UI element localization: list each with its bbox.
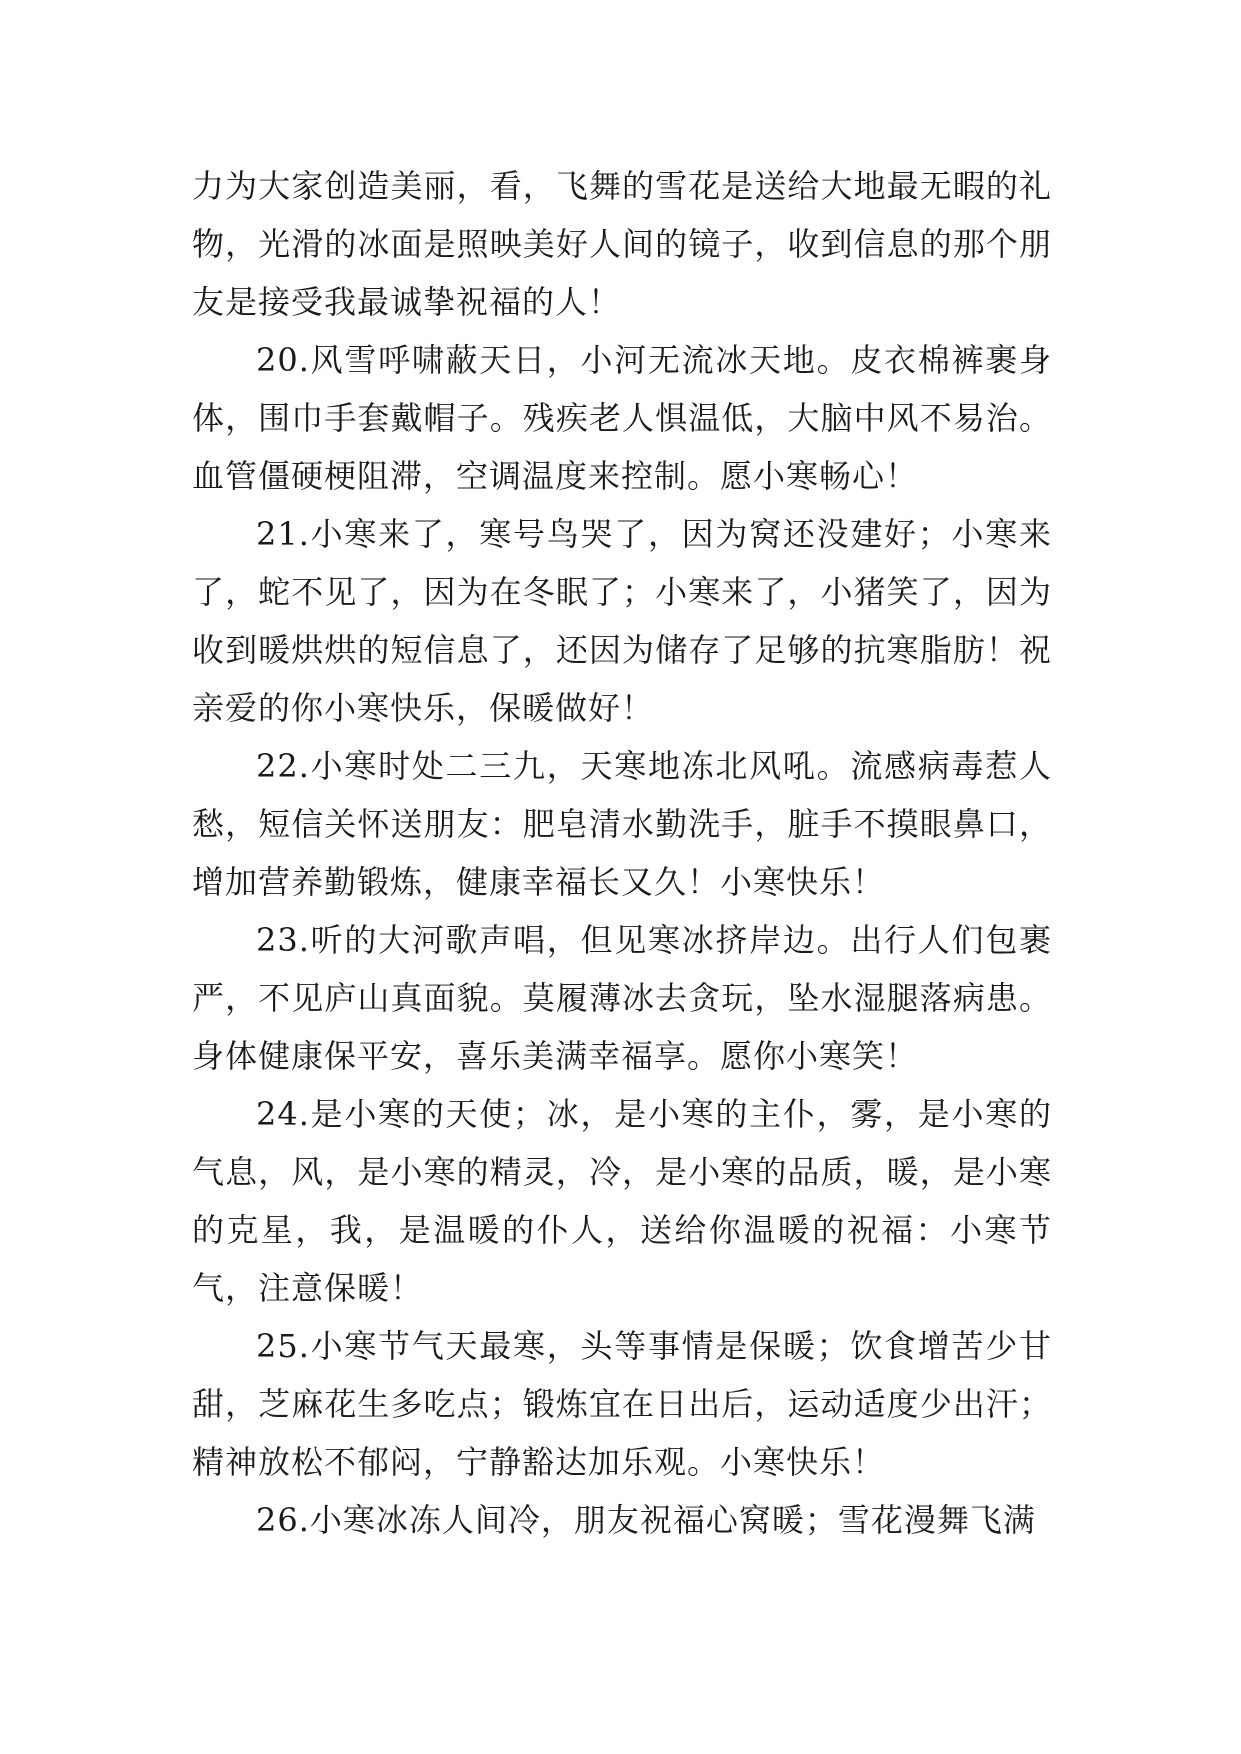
paragraph-26: 26.小寒冰冻人间冷，朋友祝福心窝暖；雪花漫舞飞满: [256, 1501, 1036, 1539]
paragraph-22: 22.小寒时处二三九，天寒地冻北风吼。流感病毒惹人愁，短信关怀送朋友：肥皂清水勤洗手，脏手不摸眼鼻口，增加营养勤锻炼，健康幸福长又久！小寒快乐！: [192, 747, 1052, 901]
paragraph-20: 20.风雪呼啸蔽天日，小河无流冰天地。皮衣棉裤裹身体，围巾手套戴帽子。残疾老人惧温低，大脑中风不易治。血管僵硬梗阻滞，空调温度来控制。愿小寒畅心！: [192, 341, 1052, 495]
paragraph-21: 21.小寒来了，寒号鸟哭了，因为窝还没建好；小寒来了，蛇不见了，因为在冬眠了；小寒来了，小猪笑了，因为收到暖烘烘的短信息了，还因为储存了足够的抗寒脂肪！祝亲爱的你小寒快乐，保暖做好！: [192, 515, 1052, 727]
paragraph-25: 25.小寒节气天最寒，头等事情是保暖；饮食增苦少甘甜，芝麻花生多吃点；锻炼宜在日出后，运动适度少出汗；精神放松不郁闷，宁静豁达加乐观。小寒快乐！: [192, 1327, 1052, 1481]
paragraph-continued: 力为大家创造美丽，看，飞舞的雪花是送给大地最无暇的礼物，光滑的冰面是照映美好人间的镜子，收到信息的那个朋友是接受我最诚挚祝福的人！: [192, 167, 1052, 321]
paragraph-24: 24.是小寒的天使；冰，是小寒的主仆，雾，是小寒的气息，风，是小寒的精灵，冷，是小寒的品质，暖，是小寒的克星，我，是温暖的仆人，送给你温暖的祝福：小寒节气，注意保暖！: [192, 1095, 1052, 1307]
paragraph-23: 23.听的大河歌声唱，但见寒冰挤岸边。出行人们包裹严，不见庐山真面貌。莫履薄冰去贪玩，坠水湿腿落病患。身体健康保平安，喜乐美满幸福享。愿你小寒笑！: [192, 921, 1052, 1075]
document-body: [192, 157, 1052, 1549]
